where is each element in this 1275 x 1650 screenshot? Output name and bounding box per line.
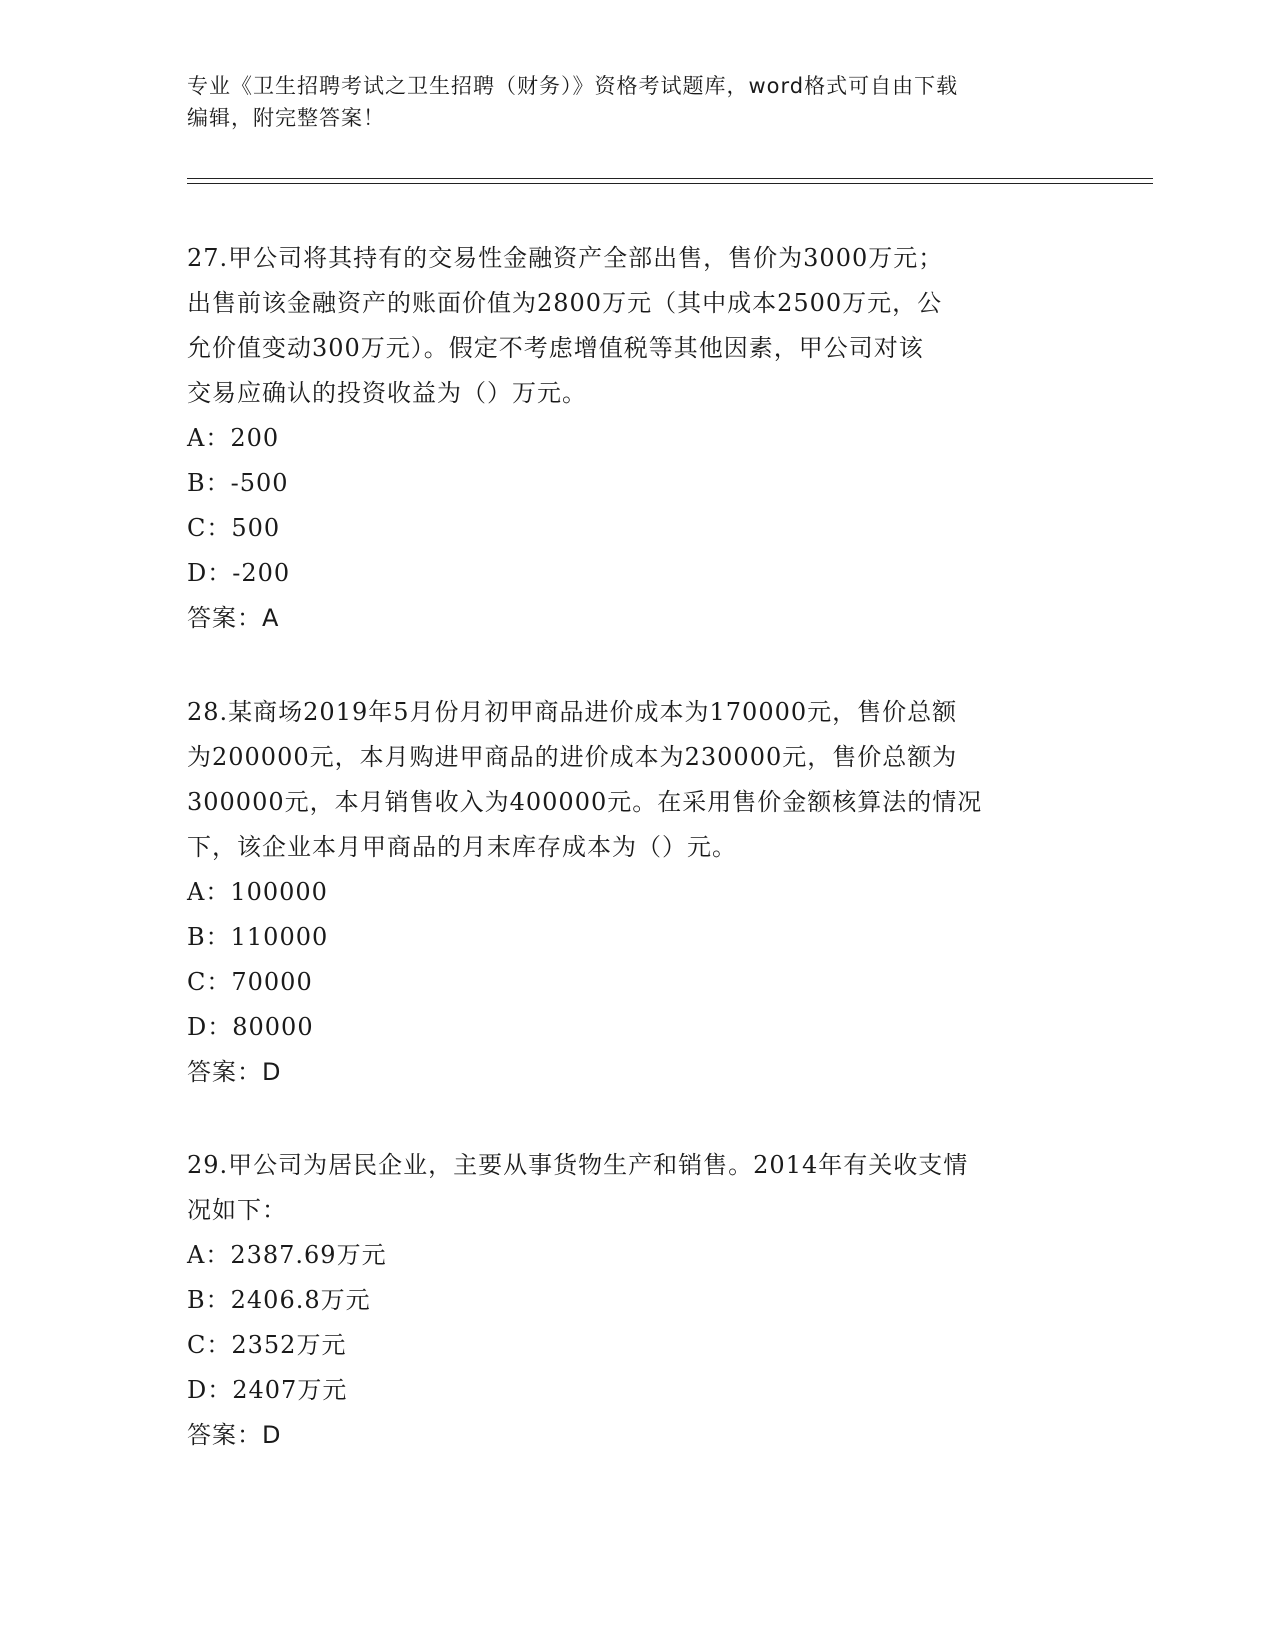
question-stem-line: 为200000元，本月购进甲商品的进价成本为230000元，售价总额为: [187, 743, 958, 771]
question-stem-line: 况如下：: [187, 1196, 287, 1224]
question-29: [187, 1143, 1087, 1458]
option-d: D：80000: [187, 1013, 314, 1041]
question-28: [187, 690, 1087, 1095]
question-27: [187, 236, 1087, 641]
question-stem-line: 27.甲公司将其持有的交易性金融资产全部出售，售价为3000万元；: [187, 244, 944, 272]
answer-label: 答案：A: [187, 604, 280, 632]
option-d: D：2407万元: [187, 1376, 348, 1404]
option-b: B：-500: [187, 469, 289, 497]
header-line-1: 专业《卫生招聘考试之卫生招聘（财务）》资格考试题库，word格式可自由下载: [187, 74, 959, 98]
question-stem-line: 28.某商场2019年5月份月初甲商品进价成本为170000元，售价总额: [187, 698, 958, 726]
header-line-2: 编辑，附完整答案！: [187, 106, 385, 130]
option-a: A：100000: [187, 878, 328, 906]
question-stem-line: 允价值变动300万元）。假定不考虑增值税等其他因素，甲公司对该: [187, 334, 924, 362]
document-header: [187, 70, 1087, 134]
option-a: A：2387.69万元: [187, 1241, 387, 1269]
question-stem-line: 出售前该金融资产的账面价值为2800万元（其中成本2500万元，公: [187, 289, 943, 317]
question-stem-line: 下，该企业本月甲商品的月末库存成本为（）元。: [187, 833, 737, 861]
header-divider-top: [187, 178, 1153, 179]
answer-label: 答案：D: [187, 1421, 282, 1449]
option-a: A：200: [187, 424, 280, 452]
option-c: C：70000: [187, 968, 313, 996]
option-b: B：2406.8万元: [187, 1286, 371, 1314]
option-c: C：500: [187, 514, 281, 542]
option-b: B：110000: [187, 923, 329, 951]
question-stem-line: 交易应确认的投资收益为（）万元。: [187, 379, 587, 407]
answer-label: 答案：D: [187, 1058, 282, 1086]
option-d: D：-200: [187, 559, 291, 587]
option-c: C：2352万元: [187, 1331, 347, 1359]
question-stem-line: 29.甲公司为居民企业，主要从事货物生产和销售。2014年有关收支情: [187, 1151, 969, 1179]
question-stem-line: 300000元，本月销售收入为400000元。在采用售价金额核算法的情况: [187, 788, 983, 816]
header-divider-bottom: [187, 183, 1153, 184]
